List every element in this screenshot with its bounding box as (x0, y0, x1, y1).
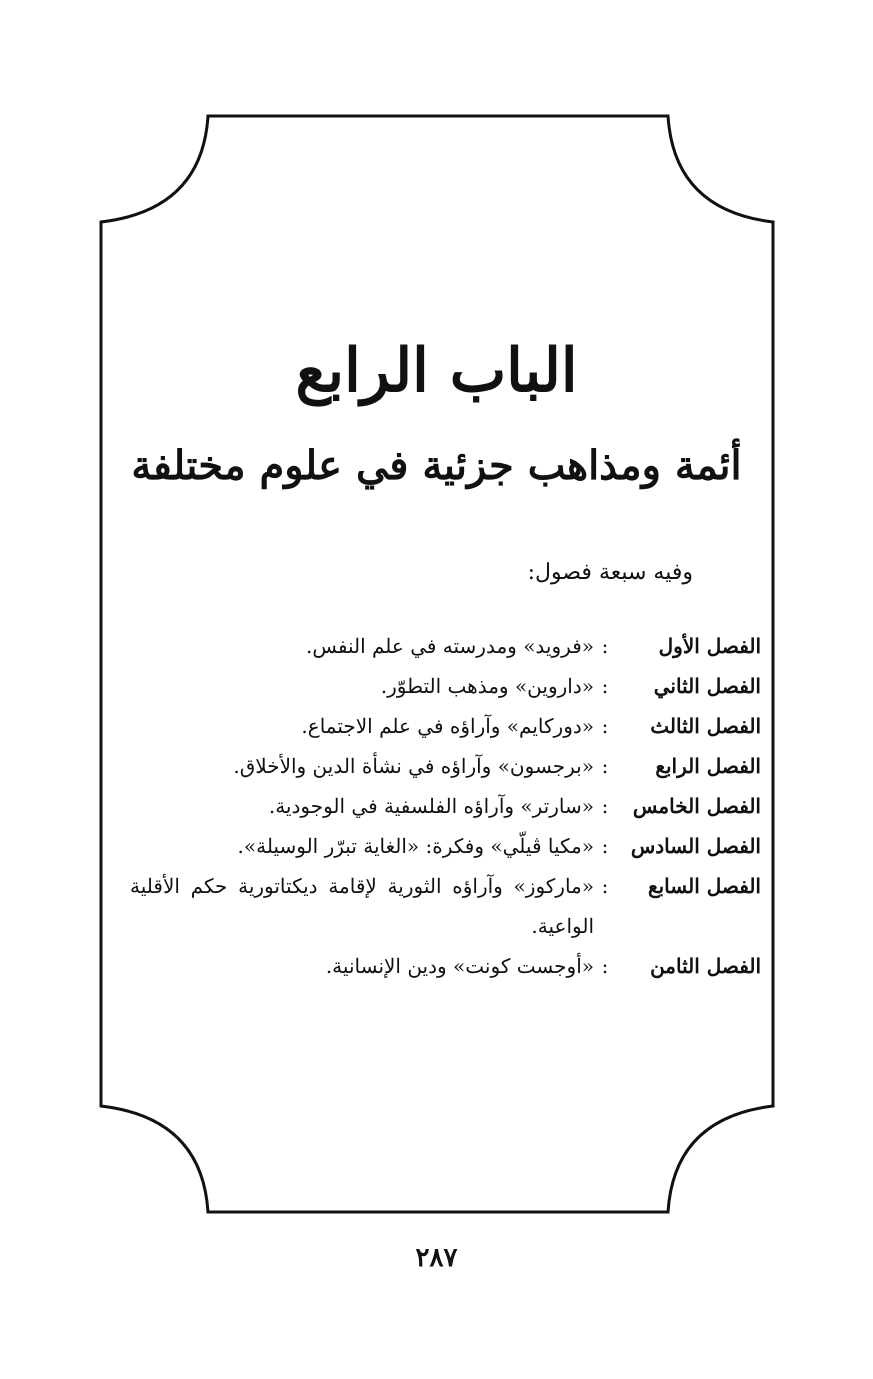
section-label: الفصل السابع (647, 874, 761, 898)
toc-row (130, 706, 761, 746)
section-label: الفصل الأول (658, 634, 761, 658)
section-description: «سارتر» وآراؤه الفلسفية في الوجودية. (268, 794, 594, 818)
section-label: الفصل الثاني (653, 674, 761, 698)
toc-row (130, 626, 761, 666)
label-separator: : (601, 794, 609, 818)
label-separator: : (601, 754, 609, 778)
toc-row (130, 786, 761, 826)
chapter-title: الباب الرابع (295, 336, 578, 406)
section-label: الفصل السادس (630, 834, 761, 858)
section-description: «داروين» ومذهب التطوّر. (380, 674, 594, 698)
toc-row (130, 946, 761, 986)
section-label: الفصل الرابع (655, 754, 761, 778)
label-separator: : (601, 674, 609, 698)
label-separator: : (601, 834, 609, 858)
section-description: «فرويد» ومدرسته في علم النفس. (305, 634, 594, 658)
toc-row (130, 866, 761, 946)
label-separator: : (601, 874, 609, 898)
toc-row (130, 666, 761, 706)
page-number: ٢٨٧ (415, 1243, 458, 1273)
toc-row (130, 746, 761, 786)
label-separator: : (601, 954, 609, 978)
section-description: «برجسون» وآراؤه في نشأة الدين والأخلاق. (233, 754, 594, 778)
table-of-contents (130, 626, 761, 986)
section-label: الفصل الخامس (632, 794, 761, 818)
chapter-subtitle: أئمة ومذاهب جزئية في علوم مختلفة (131, 442, 742, 489)
label-separator: : (601, 634, 609, 658)
section-label: الفصل الثالث (650, 714, 761, 738)
toc-row (130, 826, 761, 866)
section-description: «أوجست كونت» ودين الإنسانية. (325, 954, 594, 978)
section-description: «ماركوز» وآراؤه الثورية لإقامة ديكتاتورية حكم الأقلية الواعية. (130, 874, 594, 938)
sections-intro: وفيه سبعة فصول: (527, 560, 693, 585)
section-description: «مكيا ڤيلّي» وفكرة: «الغاية تبرّر الوسيلة». (237, 834, 594, 858)
section-label: الفصل الثامن (650, 954, 761, 978)
section-description: «دوركايم» وآراؤه في علم الاجتماع. (301, 714, 594, 738)
label-separator: : (601, 714, 609, 738)
